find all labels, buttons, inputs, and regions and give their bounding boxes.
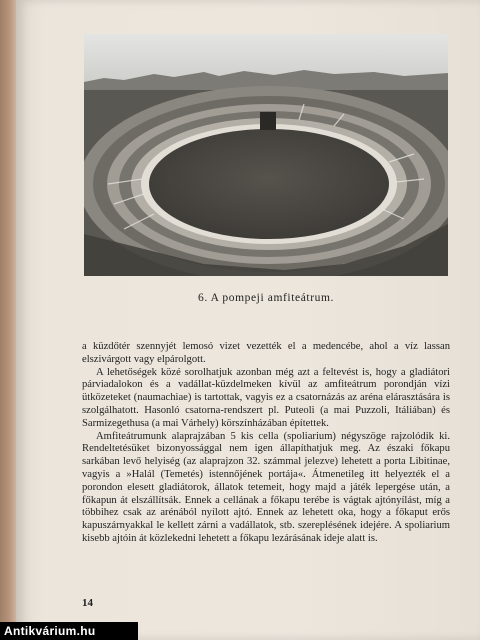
paragraph-1: a küzdőtér szennyjét lemosó vizet vezették el a medencébe, ahol a víz lassan elszivárgott vagy elpárolgott. bbox=[82, 341, 450, 365]
page-number: 14 bbox=[82, 597, 93, 609]
amphitheatre-photo bbox=[84, 34, 448, 276]
book-spine-edge bbox=[0, 0, 16, 640]
paragraph-2: A lehetőségek közé sorolhatjuk azonban még azt a feltevést is, hogy a gladiátori párviadalokon és a vadállat-küzdelmeken kívül az amfiteátrum porondján vízi ütközeteket (naumachiae) is tartottak, vagyis ez a csatornázás az aréna elárasztására is szolgálhatott. Hasonló csatorna-rendszert pl. Puteoli (a mai Puzzoli, Itáliában) és Sarmizegethusa (a mai Várhely) körszínházában építettek. bbox=[82, 366, 450, 429]
paragraph-3: Amfiteátrumunk alaprajzában 5 kis cella (spoliarium) négyszöge rajzolódik ki. Rendeltetésüket bizonyossággal nem igen állapíthatjuk meg. Az északi főkapu sarkában levő helyiség (az alaprajzon 32. számmal jelezve) lehetett a porta Libitinae, vagyis a »Halál (Temetés) istennőjének portája«. Átmenetileg itt helyezték el a porondon elesett gladiátorok, állatok tetemeit, hogy majd a játék lepergése után, a főkapun át elszállítsák. Ennek a cellának a főkapu terébe is vágtak ajtónyílást, míg a többihez csak az arénából nyílott ajtó. Ennek az lehetett oka, hogy a főkaput erős kapuszárnyakkal le kellett zárni a vadállatok, stb. szereplésének idejére. A spoliarium kisebb ajtóin át közlekedni lehetett a főkapu lezárásának ideje alatt is. bbox=[82, 430, 450, 544]
watermark: Antikvárium.hu bbox=[0, 622, 138, 640]
figure-caption: 6. A pompeji amfiteátrum. bbox=[197, 292, 335, 304]
body-text bbox=[82, 341, 450, 546]
